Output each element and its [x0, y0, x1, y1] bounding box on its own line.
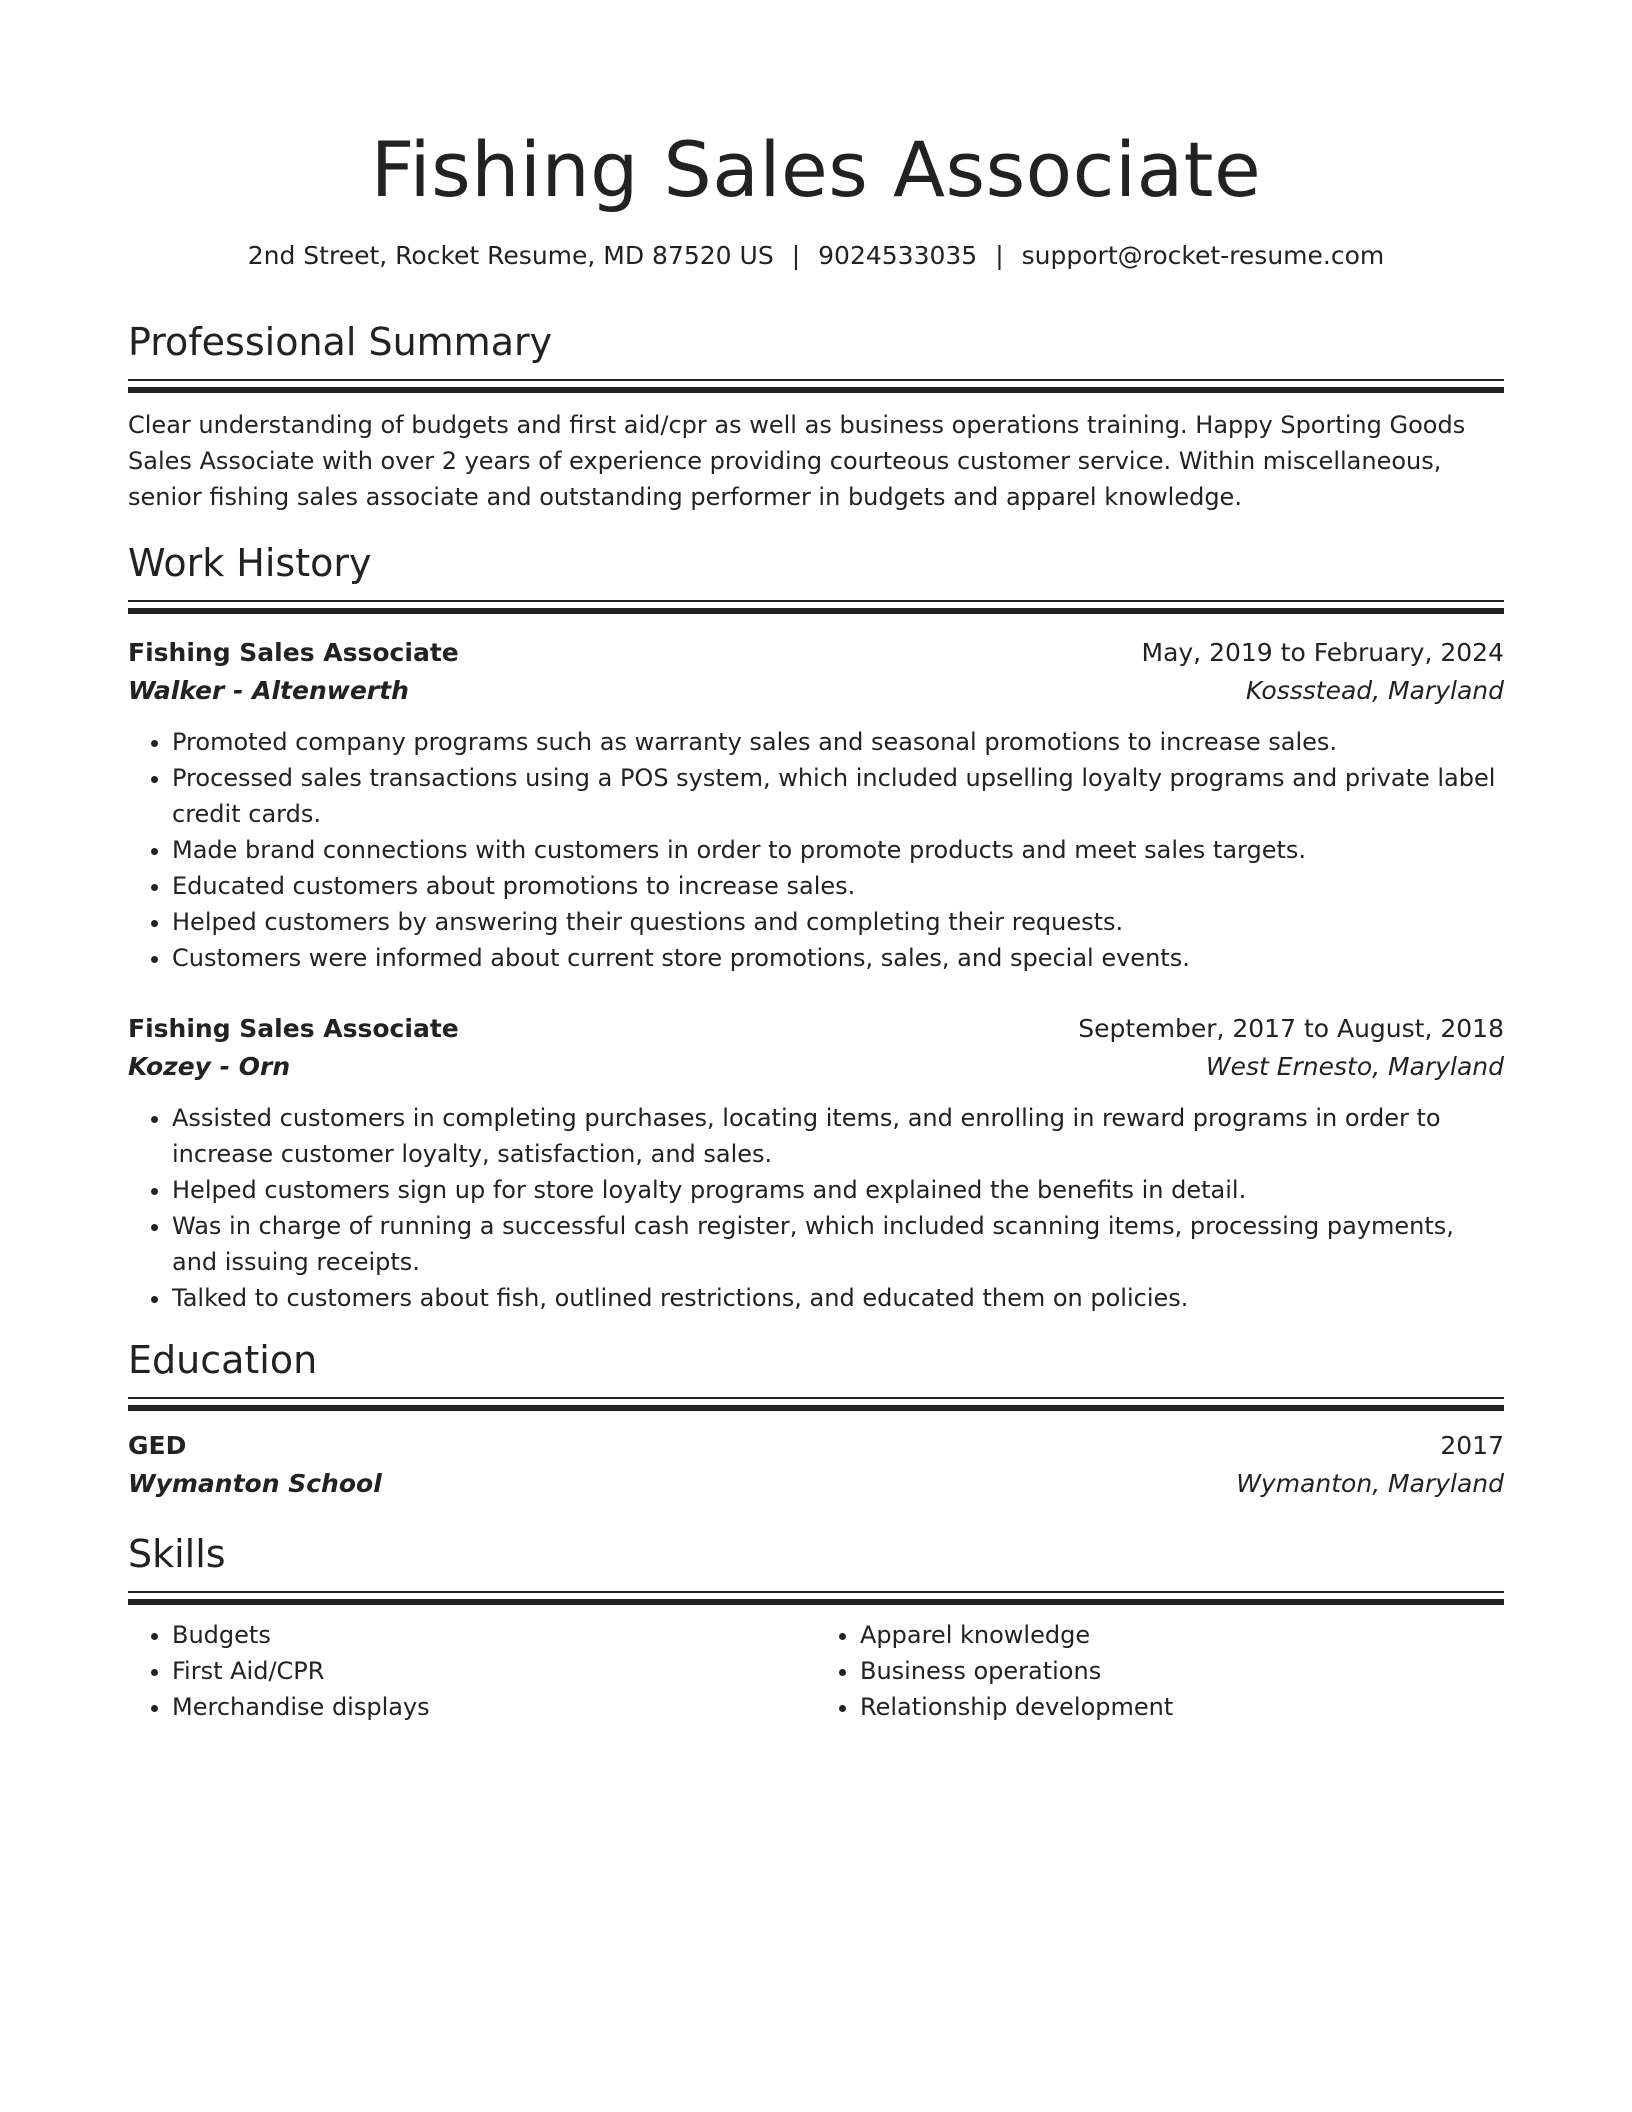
summary-heading: Professional Summary: [128, 320, 553, 364]
summary-section: [128, 317, 1504, 515]
education-school: Wymanton School: [128, 1469, 382, 1498]
education-section: [128, 1335, 1504, 1503]
education-entry: [128, 1427, 1504, 1503]
job-bullet: • Processed sales transactions using a POS system, which included upselling loyalty programs and private label credit cards.: [172, 760, 1504, 832]
skills-grid: [128, 1617, 1504, 1725]
skill-item: • First Aid/CPR: [172, 1653, 816, 1689]
contact-email: support@rocket-resume.com: [1021, 241, 1385, 270]
contact-line: [128, 238, 1504, 274]
skills-column-right: [816, 1617, 1504, 1725]
section-divider: [128, 600, 1504, 602]
skill-item: • Merchandise displays: [172, 1689, 816, 1725]
job-employer: Kozey - Orn: [128, 1052, 291, 1081]
contact-separator: |: [791, 241, 801, 270]
education-location: Wymanton, Maryland: [1236, 1469, 1504, 1498]
skills-heading: Skills: [128, 1532, 226, 1576]
job-bullet: • Customers were informed about current store promotions, sales, and special events.: [172, 940, 1504, 976]
job-bullets: [128, 724, 1504, 976]
education-year: 2017: [1440, 1431, 1504, 1460]
job-bullet: • Assisted customers in completing purchases, locating items, and enrolling in reward programs in order to increase customer loyalty, satisfaction, and sales.: [172, 1100, 1504, 1172]
job-bullet: • Talked to customers about fish, outlined restrictions, and educated them on policies.: [172, 1280, 1504, 1316]
job-entry: [128, 1010, 1504, 1316]
job-dates: September, 2017 to August, 2018: [1078, 1014, 1504, 1043]
section-divider-thick: [128, 1405, 1504, 1411]
work-history-heading: Work History: [128, 541, 372, 585]
section-divider-thick: [128, 1599, 1504, 1605]
job-bullet: • Promoted company programs such as warranty sales and seasonal promotions to increase sales.: [172, 724, 1504, 760]
education-degree: GED: [128, 1431, 187, 1460]
job-location: West Ernesto, Maryland: [1205, 1052, 1504, 1081]
contact-address: 2nd Street, Rocket Resume, MD 87520 US: [247, 241, 774, 270]
work-history-section: [128, 538, 1504, 1316]
contact-phone: 9024533035: [818, 241, 978, 270]
education-heading: Education: [128, 1338, 318, 1382]
job-employer: Walker - Altenwerth: [128, 676, 409, 705]
job-bullet: • Helped customers sign up for store loyalty programs and explained the benefits in detail.: [172, 1172, 1504, 1208]
section-divider: [128, 1591, 1504, 1593]
skill-item: • Relationship development: [860, 1689, 1504, 1725]
job-bullets: [128, 1100, 1504, 1316]
section-divider-thick: [128, 387, 1504, 393]
job-title: Fishing Sales Associate: [128, 638, 459, 667]
skills-column-left: [128, 1617, 816, 1725]
job-bullet: • Was in charge of running a successful cash register, which included scanning items, processing payments, and issuing receipts.: [172, 1208, 1504, 1280]
skill-item: • Business operations: [860, 1653, 1504, 1689]
section-divider-thick: [128, 608, 1504, 614]
job-bullet: • Made brand connections with customers in order to promote products and meet sales targets.: [172, 832, 1504, 868]
job-bullet: • Helped customers by answering their questions and completing their requests.: [172, 904, 1504, 940]
skills-section: [128, 1529, 1504, 1725]
section-divider: [128, 379, 1504, 381]
resume-name: Fishing Sales Associate: [370, 125, 1262, 214]
skill-item: • Budgets: [172, 1617, 816, 1653]
job-bullet: • Educated customers about promotions to increase sales.: [172, 868, 1504, 904]
job-entry: [128, 634, 1504, 976]
section-divider: [128, 1397, 1504, 1399]
job-dates: May, 2019 to February, 2024: [1141, 638, 1504, 667]
summary-text: Clear understanding of budgets and first aid/cpr as well as business operations training. Happy Sporting Goods Sales Associate with over 2 years of experience providing courteous customer service. Within miscellaneous, senior fishing sales associate and outstanding performer in budgets and apparel knowledge.: [128, 411, 1466, 511]
job-title: Fishing Sales Associate: [128, 1014, 459, 1043]
job-location: Kossstead, Maryland: [1245, 676, 1504, 705]
skill-item: • Apparel knowledge: [860, 1617, 1504, 1653]
contact-separator: |: [995, 241, 1004, 270]
